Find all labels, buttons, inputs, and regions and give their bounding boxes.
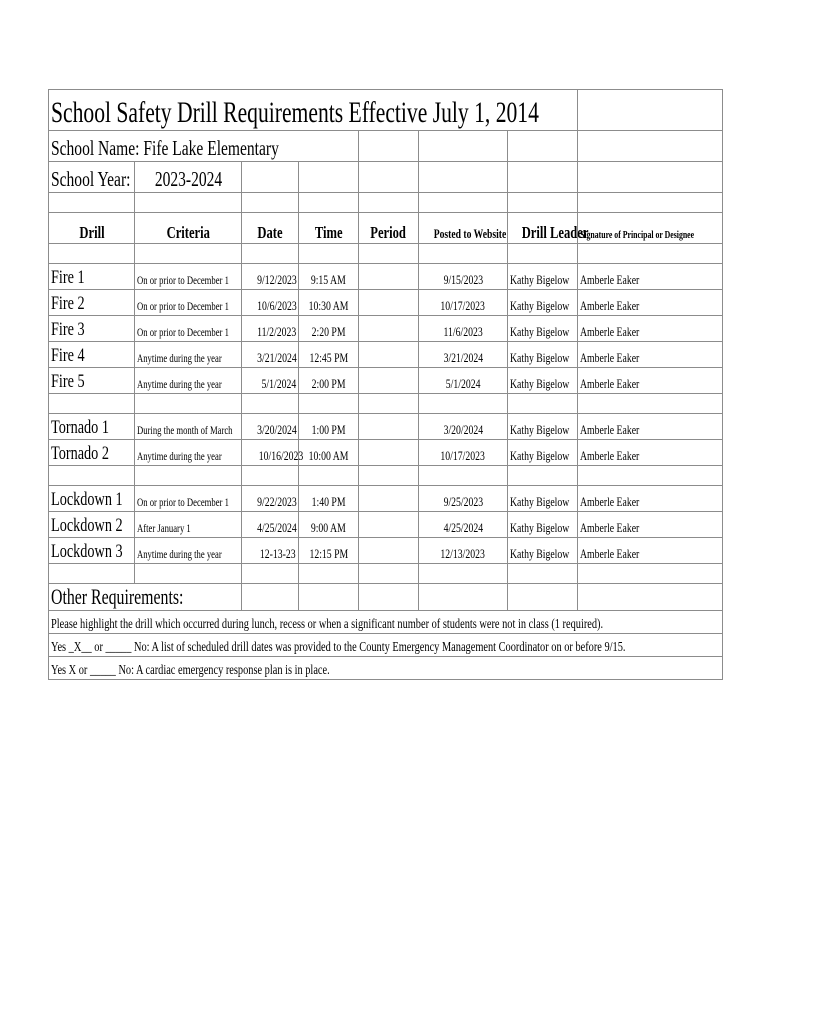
other-requirements-label: Other Requirements:	[51, 584, 184, 609]
drill-leader: Kathy Bigelow	[510, 448, 570, 463]
drill-criteria: On or prior to December 1	[137, 299, 229, 313]
table-row	[49, 264, 723, 290]
drill-signature: Amberle Eaker	[580, 546, 640, 561]
school-name-cell	[49, 131, 359, 162]
drill-name: Tornado 2	[51, 443, 109, 464]
drill-criteria: On or prior to December 1	[137, 325, 229, 339]
drill-posted-date: 3/21/2024	[443, 350, 483, 365]
drill-date: 11/2/2023	[257, 324, 297, 339]
drill-name: Fire 2	[51, 293, 85, 314]
spacer-row	[49, 466, 723, 486]
drill-posted-date: 3/20/2024	[443, 422, 483, 437]
spacer-row	[49, 244, 723, 264]
other-requirements-cell	[49, 584, 242, 611]
drill-name: Lockdown 3	[51, 541, 123, 562]
drill-name: Fire 1	[51, 267, 85, 288]
drill-time: 2:20 PM	[311, 324, 346, 339]
header-time: Time	[314, 223, 343, 242]
drill-signature: Amberle Eaker	[580, 494, 640, 509]
school-year-label-cell	[49, 162, 135, 193]
drill-posted-date: 5/1/2024	[445, 376, 481, 391]
drill-name: Lockdown 2	[51, 515, 123, 536]
drill-date: 12-13-23	[260, 546, 296, 561]
drill-leader: Kathy Bigelow	[510, 520, 570, 535]
header-date: Date	[257, 223, 283, 242]
drill-criteria: After January 1	[137, 521, 191, 535]
drill-time: 12:45 PM	[309, 350, 348, 365]
drill-date: 3/21/2024	[257, 350, 297, 365]
drill-leader: Kathy Bigelow	[510, 272, 570, 287]
drill-posted-date: 9/15/2023	[443, 272, 483, 287]
school-year-value: 2023-2024	[154, 167, 222, 191]
header-period: Period	[370, 223, 407, 242]
drill-leader: Kathy Bigelow	[510, 422, 570, 437]
drill-leader: Kathy Bigelow	[510, 324, 570, 339]
drill-signature: Amberle Eaker	[580, 376, 640, 391]
drill-leader: Kathy Bigelow	[510, 350, 570, 365]
drill-criteria: Anytime during the year	[137, 351, 222, 365]
header-drill: Drill	[78, 223, 105, 242]
drill-criteria: On or prior to December 1	[137, 495, 229, 509]
drill-date: 9/12/2023	[257, 272, 297, 287]
note-text: Yes X or _____ No: A cardiac emergency response plan is in place.	[51, 663, 330, 678]
drill-criteria: On or prior to December 1	[137, 273, 229, 287]
drill-date: 4/25/2024	[257, 520, 297, 535]
table-row	[49, 368, 723, 394]
drill-leader: Kathy Bigelow	[510, 546, 570, 561]
drill-posted-date: 10/17/2023	[440, 448, 486, 463]
drill-name: Fire 3	[51, 319, 85, 340]
drill-signature: Amberle Eaker	[580, 350, 640, 365]
drill-posted-date: 4/25/2024	[443, 520, 483, 535]
table-row	[49, 316, 723, 342]
header-posted: Posted to Website	[433, 226, 507, 241]
drill-time: 2:00 PM	[311, 376, 346, 391]
school-name: School Name: Fife Lake Elementary	[51, 136, 279, 160]
drill-leader: Kathy Bigelow	[510, 494, 570, 509]
drill-requirements-table	[48, 89, 723, 680]
drill-date: 9/22/2023	[257, 494, 297, 509]
drill-signature: Amberle Eaker	[580, 324, 640, 339]
header-leader: Drill Leader	[521, 223, 589, 242]
header-signature: Signature of Principal or Designee	[580, 230, 695, 241]
drill-name: Tornado 1	[51, 417, 109, 438]
table-row	[49, 342, 723, 368]
drill-leader: Kathy Bigelow	[510, 298, 570, 313]
spacer-row	[49, 394, 723, 414]
school-year-value-cell	[135, 162, 242, 193]
drill-leader: Kathy Bigelow	[510, 376, 570, 391]
drill-criteria: Anytime during the year	[137, 377, 222, 391]
drill-time: 10:00 AM	[308, 448, 349, 463]
table-row	[49, 486, 723, 512]
drill-signature: Amberle Eaker	[580, 272, 640, 287]
table-row	[49, 414, 723, 440]
drill-signature: Amberle Eaker	[580, 520, 640, 535]
drill-posted-date: 12/13/2023	[440, 546, 486, 561]
drill-date: 10/6/2023	[257, 298, 297, 313]
note-text: Please highlight the drill which occurred during lunch, recess or when a significant number of students were not in class (1 required).	[51, 617, 604, 632]
table-row	[49, 440, 723, 466]
drill-date: 10/16/2023	[258, 448, 304, 463]
title-cell	[49, 90, 578, 131]
header-row	[49, 213, 723, 244]
drill-time: 1:40 PM	[311, 494, 346, 509]
drill-time: 10:30 AM	[308, 298, 349, 313]
drill-time: 9:00 AM	[311, 520, 346, 535]
drill-name: Fire 4	[51, 345, 85, 366]
drill-name: Fire 5	[51, 371, 85, 392]
drill-time: 12:15 PM	[309, 546, 348, 561]
drill-posted-date: 10/17/2023	[440, 298, 486, 313]
school-year-label: School Year:	[51, 167, 131, 191]
drill-criteria: During the month of March	[137, 423, 233, 437]
drill-time: 1:00 PM	[311, 422, 346, 437]
drill-signature: Amberle Eaker	[580, 422, 640, 437]
drill-criteria: Anytime during the year	[137, 547, 222, 561]
drill-signature: Amberle Eaker	[580, 298, 640, 313]
note-highlight	[49, 611, 723, 634]
drill-date: 3/20/2024	[257, 422, 297, 437]
note-cardiac	[49, 657, 723, 680]
spacer-row	[49, 564, 723, 584]
header-criteria: Criteria	[166, 223, 210, 242]
table-row	[49, 538, 723, 564]
drill-criteria: Anytime during the year	[137, 449, 222, 463]
drill-posted-date: 11/6/2023	[443, 324, 483, 339]
drill-posted-date: 9/25/2023	[443, 494, 483, 509]
drill-signature: Amberle Eaker	[580, 448, 640, 463]
note-text: Yes _X__ or _____ No: A list of scheduled drill dates was provided to the County Emergency Management Coordinator on or before 9/15.	[51, 640, 626, 655]
table-row	[49, 290, 723, 316]
table-row	[49, 512, 723, 538]
drill-date: 5/1/2024	[261, 376, 296, 391]
drill-time: 9:15 AM	[311, 272, 346, 287]
drill-name: Lockdown 1	[51, 489, 123, 510]
note-schedule	[49, 634, 723, 657]
spacer-row	[49, 193, 723, 213]
page-title: School Safety Drill Requirements Effective July 1, 2014	[51, 96, 539, 129]
